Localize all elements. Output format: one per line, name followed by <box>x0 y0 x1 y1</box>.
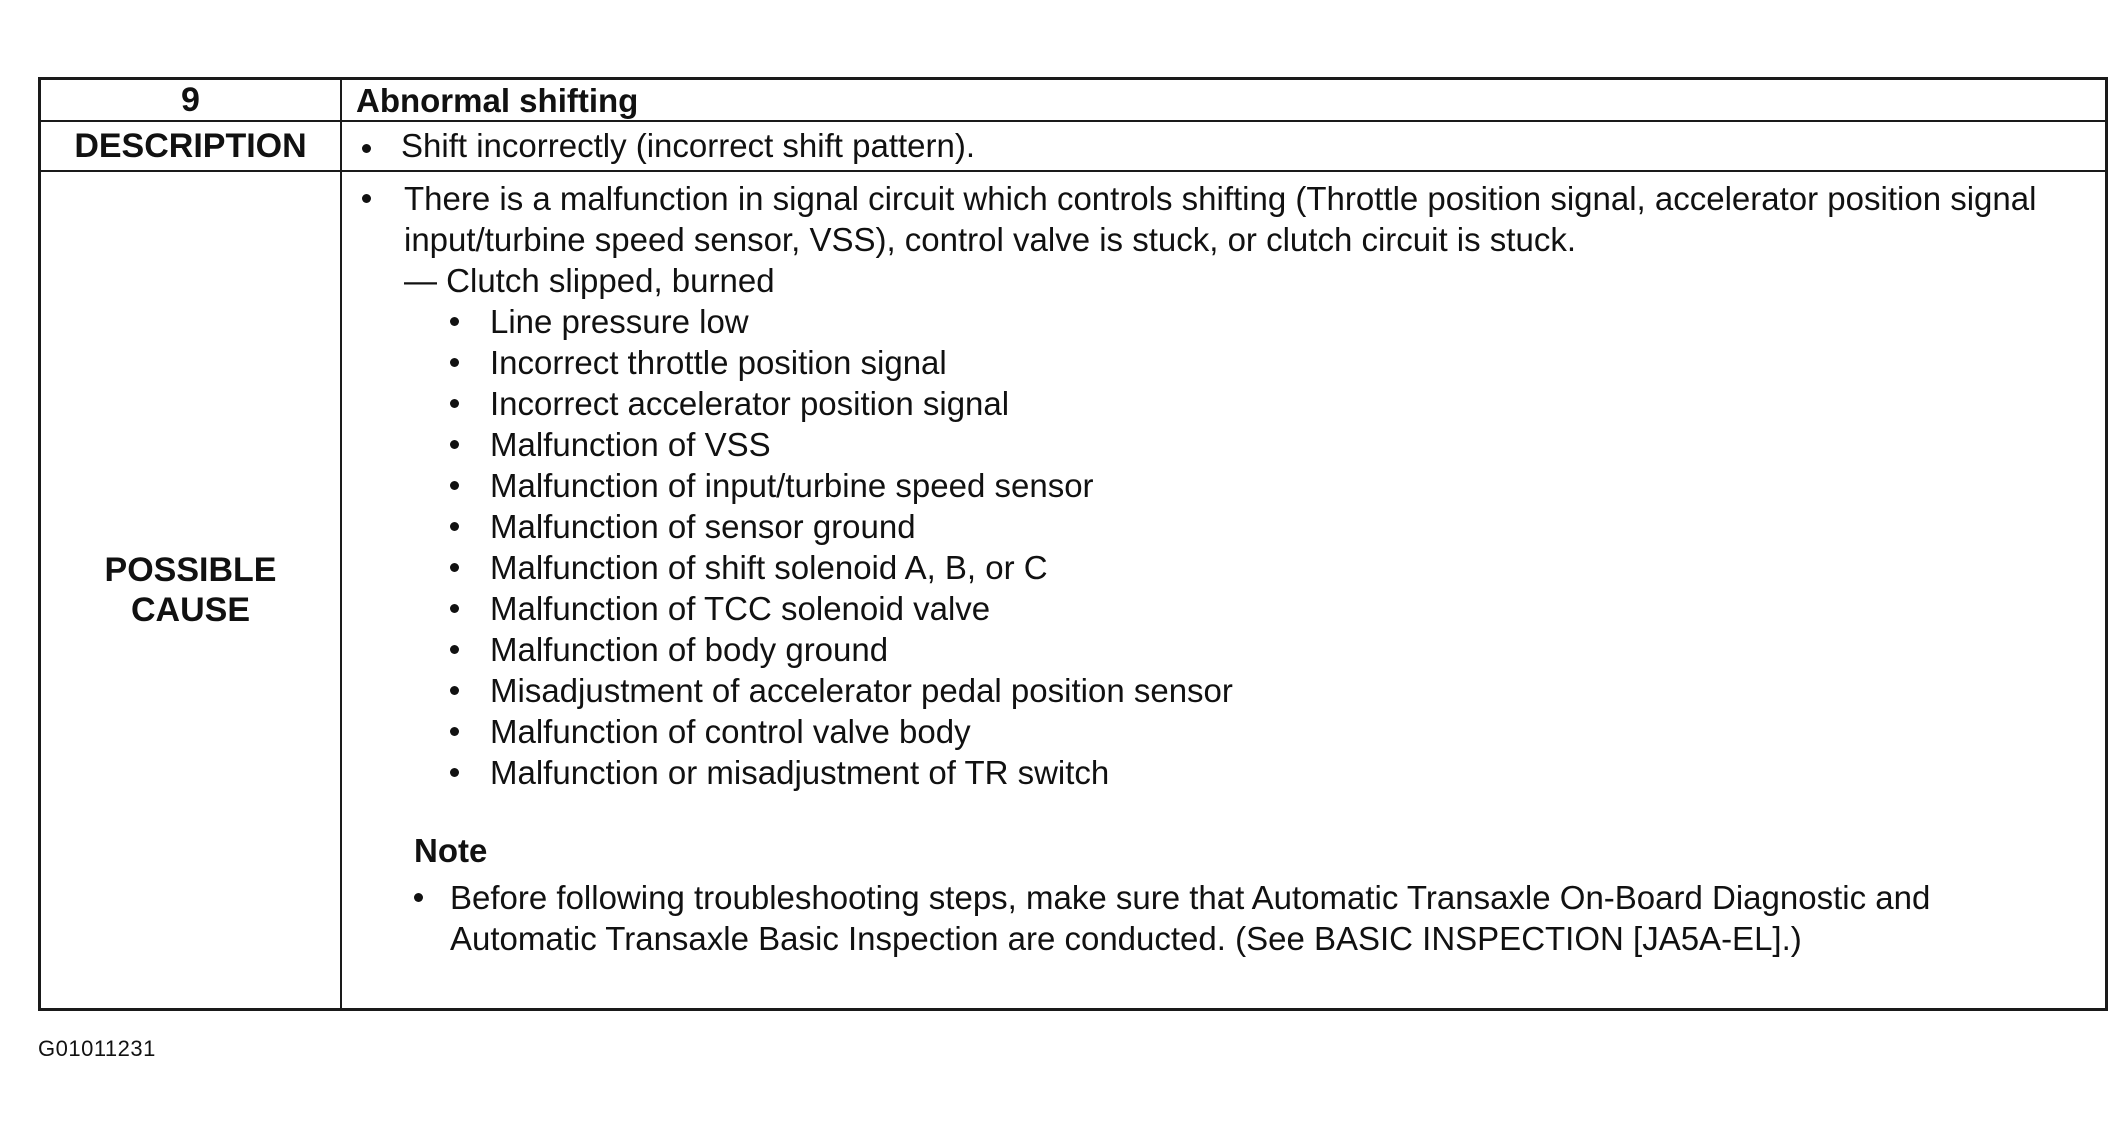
list-item <box>450 711 2065 752</box>
bullet-icon <box>450 645 459 654</box>
bullet-icon <box>450 604 459 613</box>
possible-cause-label <box>41 172 340 1008</box>
bullet-icon <box>450 481 459 490</box>
figure-id: G01011231 <box>38 1036 156 1061</box>
header-cell <box>342 80 2105 120</box>
list-item-text: Malfunction of body ground <box>490 631 889 668</box>
table-header-row <box>41 80 2105 122</box>
cause-sub-list <box>362 301 2065 793</box>
list-item-text: Malfunction of control valve body <box>490 713 971 750</box>
list-item <box>450 547 2065 588</box>
list-item-text: Line pressure low <box>490 303 749 340</box>
list-item <box>450 670 2065 711</box>
list-item-text: Malfunction of TCC solenoid valve <box>490 590 991 627</box>
note-heading: Note <box>414 832 488 869</box>
list-item-text: Malfunction of shift solenoid A, B, or C <box>490 549 1048 586</box>
list-item <box>450 342 2065 383</box>
list-item-text: Malfunction of sensor ground <box>490 508 916 545</box>
list-item <box>450 465 2065 506</box>
list-item <box>450 301 2065 342</box>
list-item <box>450 629 2065 670</box>
possible-cause-cell <box>342 172 2105 1008</box>
list-item-text: Incorrect accelerator position signal <box>490 385 1010 422</box>
bullet-icon <box>450 399 459 408</box>
list-item-text: Malfunction of VSS <box>490 426 771 463</box>
list-item <box>450 588 2065 629</box>
cause-main-item <box>362 178 2065 260</box>
bullet-icon <box>450 440 459 449</box>
note-text: Before following troubleshooting steps, make sure that Automatic Transaxle On-Board Diagnostic and Automatic Transaxle Basic Inspection are conducted. (See BASIC INSPECTION [JA5A-EL].) <box>450 879 1931 957</box>
description-row <box>41 122 2105 172</box>
list-item <box>450 424 2065 465</box>
list-item <box>450 383 2065 424</box>
description-label: DESCRIPTION <box>74 127 307 165</box>
list-item-text: Malfunction of input/turbine speed sensor <box>490 467 1094 504</box>
cause-sub-heading: — Clutch slipped, burned <box>404 262 775 299</box>
list-item <box>450 752 2065 793</box>
note-item <box>414 877 2065 959</box>
list-item-text: Incorrect throttle position signal <box>490 344 947 381</box>
bullet-icon <box>450 727 459 736</box>
bullet-icon <box>450 686 459 695</box>
bullet-icon <box>450 317 459 326</box>
bullet-icon <box>450 522 459 531</box>
cause-content <box>362 178 2065 959</box>
list-item-text: Misadjustment of accelerator pedal position sensor <box>490 672 1233 709</box>
symptom-number: 9 <box>181 81 200 119</box>
bullet-icon <box>414 893 423 902</box>
description-text: Shift incorrectly (incorrect shift pattern). <box>401 127 976 164</box>
description-item <box>362 126 975 166</box>
possible-cause-label-line2: CAUSE <box>130 591 251 629</box>
bullet-icon <box>450 563 459 572</box>
description-cell <box>342 122 2105 170</box>
bullet-icon <box>450 768 459 777</box>
cause-main-text: There is a malfunction in signal circuit which controls shifting (Throttle position signal, accelerator position signal input/turbine speed sensor, VSS), control valve is stuck, or clutch circuit is stuck. <box>404 180 2037 258</box>
possible-cause-label-line1: POSSIBLE <box>104 551 277 589</box>
possible-cause-row <box>41 172 2105 1008</box>
list-item-text: Malfunction or misadjustment of TR switch <box>490 754 1110 791</box>
bullet-icon <box>362 194 371 203</box>
troubleshooting-table <box>38 77 2108 1011</box>
bullet-icon <box>362 144 371 153</box>
symptom-title: Abnormal shifting <box>356 82 639 119</box>
list-item <box>450 506 2065 547</box>
bullet-icon <box>450 358 459 367</box>
